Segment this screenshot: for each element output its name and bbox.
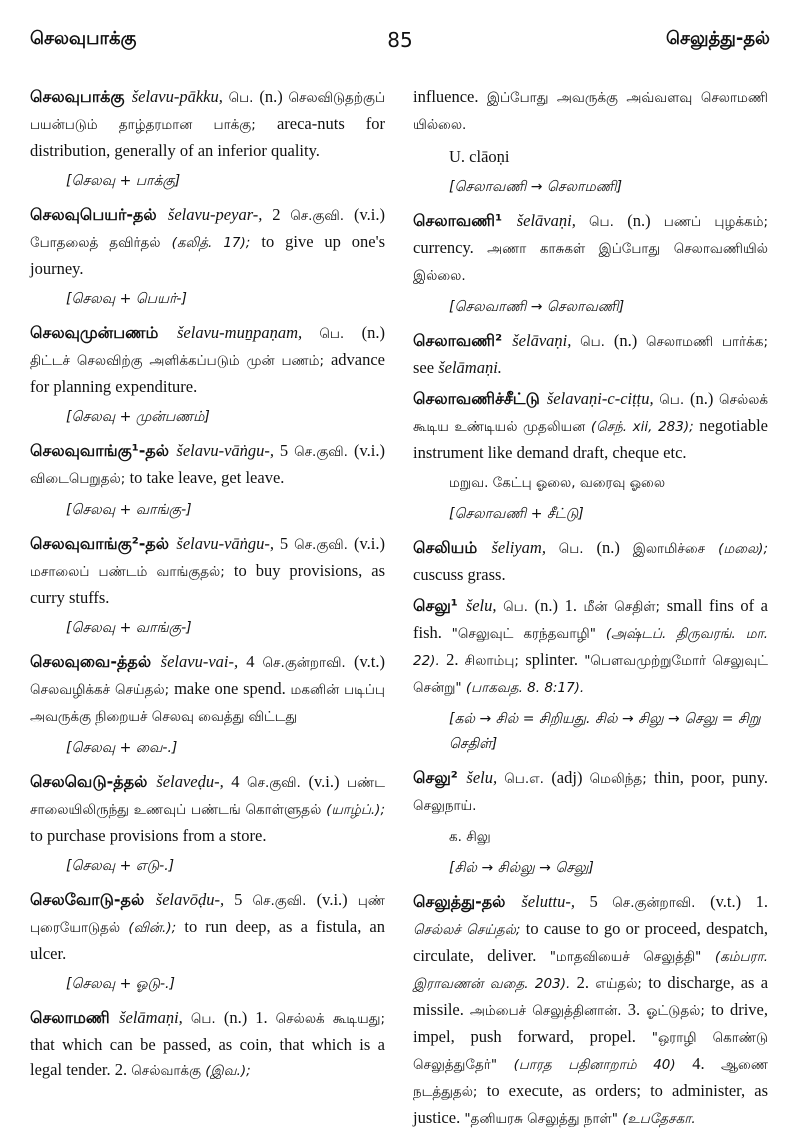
entry-text: பெ. (558, 541, 597, 557)
etymology: [செலவு + ஓடு-.] (66, 976, 175, 992)
entry-text: 2. (446, 650, 465, 669)
entry-text: šelavōḍu-, (155, 890, 235, 909)
entry-text: சிலாம்பு; (464, 653, 526, 669)
entry-text: அணா காசுகள் இப்போது செலாவணியில் இல்லை. (413, 241, 768, 284)
headword: செலாவணி² (413, 331, 513, 350)
entry-text: பெ. (589, 214, 628, 230)
etymology: [செலவு + எடு-.] (66, 858, 175, 874)
headword: செலு² (413, 768, 467, 787)
dictionary-entry (30, 202, 385, 281)
entry-text: šelavu-pākku, (131, 87, 229, 106)
entry-text: அம்பைச் செலுத்தினான். (469, 1003, 628, 1019)
headword: செலவுவாங்கு¹-தல் (30, 441, 177, 460)
entry-text: areca-nuts for distribution, generally of an inferior quality. (30, 114, 386, 160)
entry-text: ஆணை நடத்துதல்; (413, 1057, 768, 1100)
entry-text: ஓட்டுதல்; (646, 1003, 712, 1019)
etymology: [செலவு + வாங்கு-] (66, 620, 192, 636)
cognate-note: க. சிலு (449, 829, 491, 845)
dictionary-entry (413, 84, 768, 138)
entry-text: செ.குன்றாவி. (262, 655, 354, 671)
entry-text: to discharge, as a missile. (413, 973, 769, 1019)
page-header (30, 28, 770, 58)
entry-text: பெ. (228, 90, 260, 106)
entry-text: (இவ.); (205, 1063, 251, 1079)
entry-text: பணப் புழக்கம்; (663, 214, 768, 230)
entry-text: செல்வாக்கு (131, 1063, 206, 1079)
entry-text: 5 (589, 892, 613, 911)
entry-text: to execute, as orders; to administer, as justice. (413, 1081, 768, 1127)
entry-text: (adj) (551, 768, 590, 787)
entry-text: (v.i.) (353, 205, 385, 224)
entry-text: எய்தல்; (595, 976, 649, 992)
etymology: [கல் → சில் = சிறியது. சில் → சிலு → செலு = சிறு செதிள்] (449, 711, 761, 752)
headword: செலவுமுன்பணம் (30, 323, 178, 342)
entry-text: šelu, (466, 768, 505, 787)
entry-text: போதலைத் தவிர்தல் (30, 235, 172, 251)
entry-text: செல்லக் கூடிய உண்டியல் முதலியன (413, 392, 768, 435)
entry-text: (கலித். 17); (171, 235, 262, 251)
headword: செலியம் (413, 538, 492, 557)
entry-text: "தனியரசு செலுத்து நாள்" (464, 1111, 623, 1127)
entry-text: influence. (413, 87, 487, 106)
entry-text: திட்டச் செலவிற்கு அளிக்கப்படும் முன் பணம்; (30, 353, 331, 369)
entry-text: மீன் செதிள்; (583, 599, 667, 615)
entry-text: செ.குவி. (294, 537, 354, 553)
entry-text: 4. (692, 1054, 721, 1073)
entry-text: (n.) 1. (534, 596, 584, 615)
left-column (30, 84, 385, 1090)
entry-text: "பௌவமுற்றுமோர் செலுவுட் சென்று" (413, 653, 769, 696)
entry-text: to buy provisions, as curry stuffs. (30, 561, 385, 607)
entry-text: (v.t.) (353, 652, 385, 671)
entry-text: "மாதவியைச் செலுத்தி" (549, 949, 715, 965)
entry-text: šeluttu-, (521, 892, 590, 911)
entry-text: (கம்பரா. இராவணன் வதை. 203). (413, 949, 768, 992)
entry-text: 5 (279, 441, 295, 460)
entry-text: செ.குவி. (252, 893, 317, 909)
headword: செலவுவாங்கு²-தல் (30, 534, 177, 553)
dictionary-entry (30, 1005, 385, 1084)
entry-text: 5 (279, 534, 295, 553)
entry-text: செல்லச் செய்தல்; (413, 922, 526, 938)
entry-text: செலவிடுதற்குப் பயன்படும் தாழ்தரமான பாக்கு; (30, 90, 385, 133)
entry-text: (பாகவத. 8. 8:17). (465, 680, 585, 696)
entry-text: šelavu-muṉpaṇam, (177, 323, 320, 342)
headword: செலவுபாக்கு (30, 87, 132, 106)
headword: செலாவணி¹ (413, 211, 517, 230)
etymology: [செலவு + பெயர்-] (66, 291, 187, 307)
dictionary-entry (413, 535, 768, 587)
entry-text: (பாரத பதினாறாம் 40) (513, 1057, 693, 1073)
entry-text: make one spend. (174, 679, 291, 698)
entry-text: currency. (413, 238, 488, 257)
dictionary-entry (413, 765, 768, 819)
entry-text: பெ. (580, 334, 614, 350)
etymology: [செலவாணி → செலாவணி] (449, 299, 625, 315)
entry-text: மசாலைப் பண்டம் வாங்குதல்; (30, 564, 234, 580)
entry-text: (செந். xii, 283); (590, 419, 700, 435)
entry-text: see (413, 358, 439, 377)
dictionary-entry (30, 320, 385, 399)
entry-text: புண் புரையோடுதல் (30, 893, 385, 936)
headword: செலவெடு-த்தல் (30, 772, 157, 791)
etymology: [செலவு + வாங்கு-] (66, 502, 192, 518)
entry-text: (உபதேசகா. (622, 1111, 696, 1127)
etymology: [சில் → சில்லு → செலு] (449, 860, 594, 876)
entry-text: செலவழிக்கச் செய்தல்; (30, 682, 175, 698)
entry-text: 4 (231, 772, 247, 791)
dictionary-entry (413, 208, 768, 289)
entry-text: šelavu-vai-, (160, 652, 247, 671)
entry-text: 5 (234, 890, 253, 909)
entry-text: (மலை); (718, 541, 768, 557)
entry-text: šelaveḍu-, (156, 772, 232, 791)
cognate-note: மறுவ. கேட்பு ஓலை, வரைவு ஓலை (449, 475, 666, 491)
entry-text: splinter. (525, 650, 585, 669)
entry-text: 3. (627, 1000, 647, 1019)
entry-text: பெ. (503, 599, 535, 615)
headword: செலவுபெயர்-தல் (30, 205, 168, 224)
entry-text: to purchase provisions from a store. (30, 826, 267, 845)
entry-text: to take leave, get leave. (129, 468, 285, 487)
dictionary-entry (30, 649, 385, 730)
entry-text: to drive, impel, push forward, propel. (413, 1000, 768, 1046)
entry-text: šeliyam, (491, 538, 559, 557)
entry-text: (v.i.) (316, 890, 358, 909)
entry-text: šelāvaṇi, (512, 331, 581, 350)
entry-text: பெ. (659, 392, 690, 408)
entry-text: செ.குவி. (294, 444, 354, 460)
entry-text: பண்ட சாலையிலிருந்து உணவுப் பண்டங் கொள்ளுதல் (30, 775, 385, 818)
headword: செலவோடு-தல் (30, 890, 156, 909)
headword: செலு¹ (413, 596, 466, 615)
headword: செலாமணி (30, 1008, 120, 1027)
entry-text: (v.i.) (308, 772, 348, 791)
dictionary-entry (30, 531, 385, 610)
etymology: [செலவு + பாக்கு] (66, 173, 181, 189)
entry-text: (வின்.); (128, 920, 185, 936)
entry-text: செ.குவி. (246, 775, 309, 791)
etymology: [செலவு + முன்பணம்] (66, 409, 210, 425)
etymology: [செலாவணி + சீட்டு] (449, 506, 584, 522)
entry-text: small fins of a fish. (413, 596, 768, 642)
entry-text: that which can be passed, as coin, that which is a legal tender. 2. (30, 1035, 385, 1079)
entry-text: šelavu-peyar-, (167, 205, 273, 224)
entry-text: (n.) 1. (223, 1008, 276, 1027)
dictionary-entry (30, 84, 385, 163)
dictionary-entry (413, 328, 768, 380)
entry-text: (அஷ்டப். திருவரங். மா. 22). (413, 626, 768, 669)
entry-text: thin, poor, puny. (654, 768, 769, 787)
entry-text: செ.குன்றாவி. (612, 895, 711, 911)
right-column (413, 84, 768, 1138)
entry-text: 4 (246, 652, 263, 671)
entry-text: பெ.எ. (504, 771, 552, 787)
entry-text: šelu, (465, 596, 504, 615)
entry-text: (v.i.) (354, 441, 386, 460)
entry-text: šelavaṇi-c-ciṭṭu, (546, 389, 660, 408)
entry-text: (n.) (596, 538, 633, 557)
entry-text: šelāmaṇi. (438, 358, 502, 377)
dictionary-entry (30, 887, 385, 966)
entry-text: இப்போது அவருக்கு அவ்வளவு செலாமணி யில்லை. (413, 90, 768, 133)
page-number: 85 (387, 28, 413, 52)
entry-text: cuscuss grass. (413, 565, 506, 584)
etymology: [செலாவணி → செலாமணி] (449, 179, 623, 195)
entry-text: செ.குவி. (290, 208, 354, 224)
entry-text: (n.) (613, 331, 646, 350)
headword: செலவுவை-த்தல் (30, 652, 161, 671)
dictionary-entry (413, 386, 768, 465)
entry-text: செலாமணி பார்க்க; (645, 334, 768, 350)
entry-text: šelāvaṇi, (516, 211, 590, 230)
entry-text: விடைபெறுதல்; (30, 471, 130, 487)
entry-text: பெ. (190, 1011, 224, 1027)
entry-text: மெலிந்த; (589, 771, 655, 787)
headword: செலுத்து-தல் (413, 892, 522, 911)
entry-text: to run deep, as a fistula, an ulcer. (30, 917, 385, 963)
entry-text: 2 (272, 205, 291, 224)
entry-text: (யாழ்ப்.); (326, 802, 385, 818)
entry-text: "செலுவுட் கரந்தவாழி" (451, 626, 606, 642)
etymology: [செலவு + வை-.] (66, 740, 178, 756)
entry-text: செல்லக் கூடியது; (275, 1011, 385, 1027)
header-last-headword: செலுத்து-தல் (666, 28, 770, 49)
entry-text: (n.) (627, 211, 664, 230)
entry-text: "ஒராழி கொண்டு செலுத்துதேர்" (413, 1030, 768, 1073)
dictionary-entry (413, 889, 768, 1132)
headword: செலாவணிச்சீட்டு (413, 389, 547, 408)
entry-text: (n.) (361, 323, 385, 342)
entry-text: šelavu-vāṅgu-, (176, 534, 280, 553)
entry-text: (n.) (259, 87, 289, 106)
entry-text: šelāmaṇi, (119, 1008, 191, 1027)
dictionary-entry (30, 438, 385, 492)
entry-text: (n.) (689, 389, 719, 408)
header-first-headword: செலவுபாக்கு (30, 28, 137, 49)
dictionary-entry (30, 769, 385, 848)
entry-text: to cause to go or proceed, despatch, circulate, deliver. (413, 919, 768, 965)
entry-text: பெ. (319, 326, 362, 342)
entry-text: செலுநாய். (413, 798, 477, 814)
entry-text: negotiable instrument like demand draft, cheque etc. (413, 416, 768, 462)
entry-text: 2. (576, 973, 596, 992)
dictionary-entry (413, 593, 768, 701)
entry-text: (v.i.) (354, 534, 386, 553)
entry-text: மகனின் படிப்பு அவருக்கு நிறையச் செலவு வைத்து விட்டது (30, 682, 385, 725)
entry-text: (v.t.) 1. (710, 892, 768, 911)
entry-text: advance for planning expenditure. (30, 350, 385, 396)
entry-text: šelavu-vāṅgu-, (176, 441, 280, 460)
entry-text: to give up one's journey. (30, 232, 385, 278)
entry-text: இலாமிச்சை (632, 541, 719, 557)
source-word: U. clāoṇi (449, 147, 510, 166)
